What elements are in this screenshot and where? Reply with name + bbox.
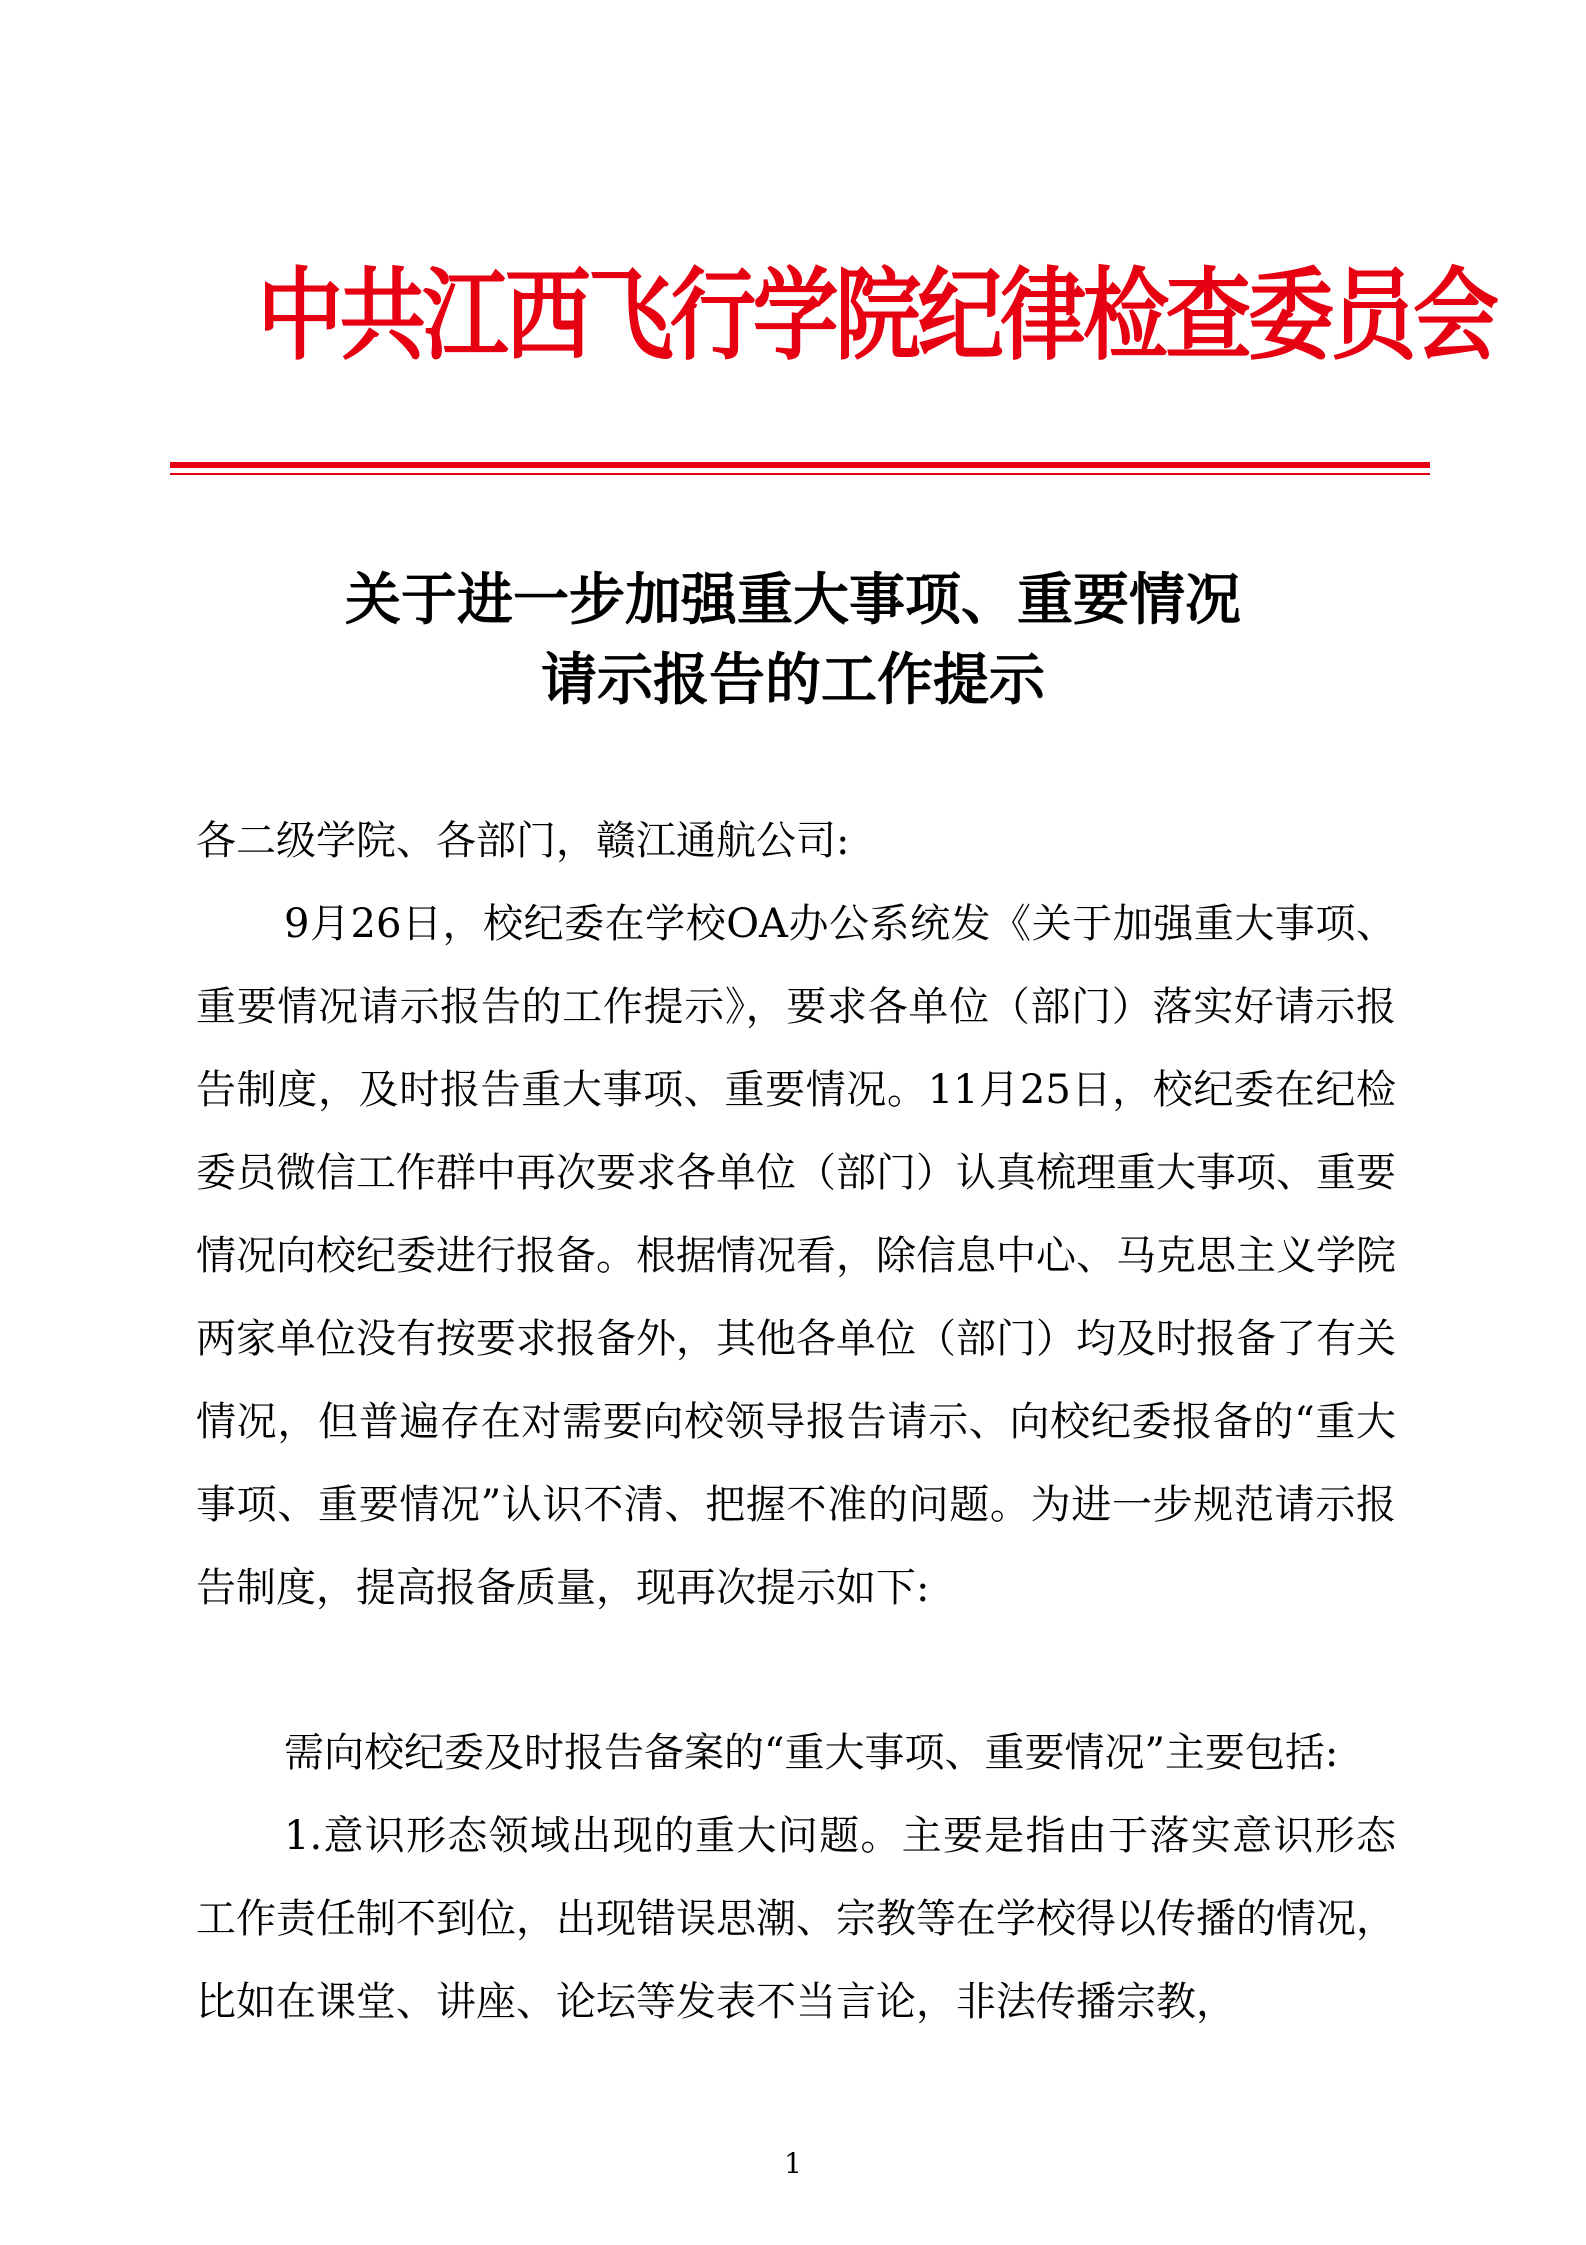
masthead-title: 中共江西飞行学院纪律检查委员会 (257, 256, 1496, 374)
body-paragraph-1: 9月26日，校纪委在学校OA办公系统发《关于加强重大事项、重要情况请示报告的工作提示》，要求各单位（部门）落实好请示报告制度，及时报告重大事项、重要情况。11月25日，校纪委在纪检委员微信工作群中再次要求各单位（部门）认真梳理重大事项、重要情况向校纪委进行报备。根据情况看，除信息中心、马克思主义学院两家单位没有按要求报备外，其他各单位（部门）均及时报备了有关情况，但普遍存在对需要向校领导报告请示、向校纪委报备的“重大事项、重要情况”认识不清、把握不准的问题。为进一步规范请示报告制度，提高报备质量，现再次提示如下: (196, 901, 1396, 1611)
body-paragraph-3: 1.意识形态领域出现的重大问题。主要是指由于落实意识形态工作责任制不到位，出现错误思潮、宗教等在学校得以传播的情况，比如在课堂、讲座、论坛等发表不当言论，非法传播宗教， (196, 1813, 1396, 2025)
document-title-line2: 请示报告的工作提示 (541, 647, 1045, 713)
page-number: 1 (784, 2147, 802, 2180)
masthead-rule-thick (170, 462, 1430, 468)
body-paragraph-2: 需向校纪委及时报告备案的“重大事项、重要情况”主要包括: (284, 1730, 1339, 1776)
salutation: 各二级学院、各部门，赣江通航公司: (196, 818, 850, 864)
document-title-line1: 关于进一步加强重大事项、重要情况 (345, 567, 1241, 633)
masthead-rule-thin (170, 473, 1430, 475)
